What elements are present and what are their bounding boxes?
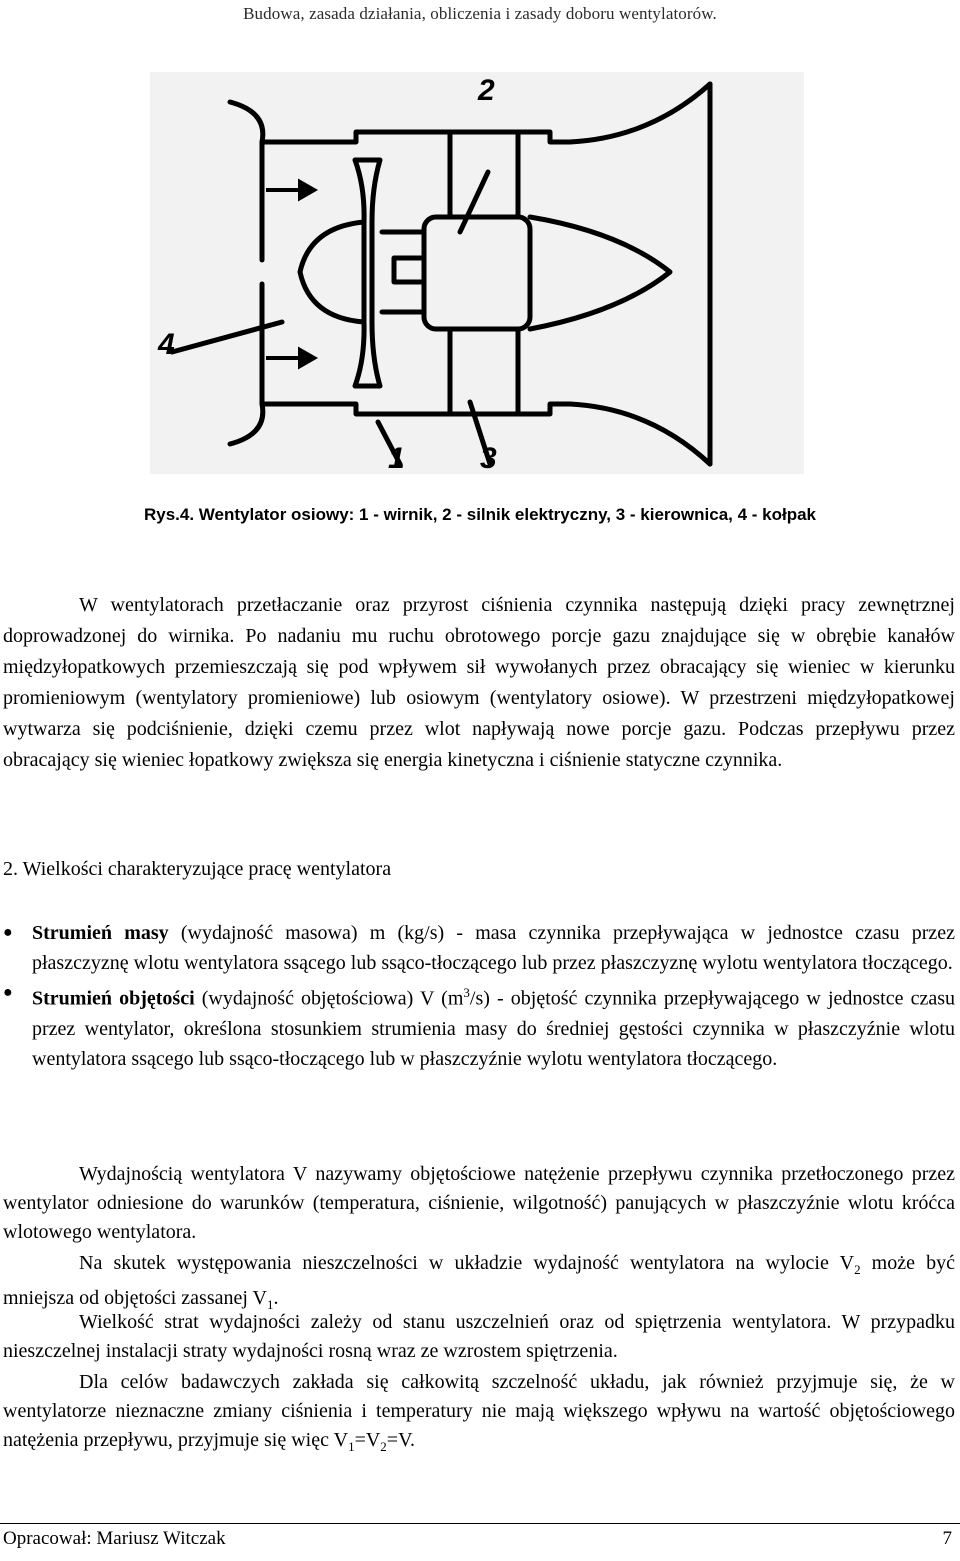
list-item-mass-flow (3, 918, 955, 978)
definition-volume-flow-b: /s) - objętość czynnika przepływającego w jednostce czasu przez wentylator, określona stosunkiem strumienia masy do średniej gęstości czynnika w płaszczyźnie wlotu wentylatora ssącego lub ssąco-tłoczącego lub w płaszczyźnie wylotu wentylatora tłoczącego. (32, 987, 955, 1070)
paragraph-capacity: Wydajnością wentylatora V nazywamy objętościowe natężenie przepływu czynnika przetłoczonego przez wentylator odniesione do warunków (temperatura, ciśnienie, wilgotność) panujących w płaszczyźnie wlotu króćca wlotowego wentylatora. (3, 1163, 955, 1243)
subscript-1: 1 (267, 1297, 274, 1312)
paragraph-intro: W wentylatorach przetłaczanie oraz przyrost ciśnienia czynnika następują dzięki pracy zewnętrznej doprowadzonej do wirnika. Po nadaniu mu ruchu obrotowego porcje gazu znajdujące się w obrębie kanałów międzyłopatkowych przemieszczają się pod wpływem sił wywołanych przez obracający się wieniec w kierunku promieniowym (wentylatory promieniowe) lub osiowym (wentylatory osiowe). W przestrzeni międzyłopatkowej wytwarza się podciśnienie, dzięki czemu przez wlot napływają nowe porcje gazu. Podczas przepływu przez obracający się wieniec łopatkowy zwiększa się energia kinetyczna i ciśnienie statyczne czynnika. (3, 594, 955, 771)
axial-fan-svg (150, 72, 804, 474)
definitions-list (3, 918, 955, 1074)
figure-caption: Rys.4. Wentylator osiowy: 1 - wirnik, 2 - silnik elektryczny, 3 - kierownica, 4 - kołpak (143, 505, 817, 524)
subscript-2: 2 (380, 1439, 387, 1454)
paragraph-assumption-b: =V (354, 1429, 381, 1451)
paragraph-assumption (3, 1368, 955, 1461)
bullet-icon: ● (3, 984, 13, 1001)
paragraph-assumption-a: Dla celów badawczych zakłada się całkowitą szczelność układu, jak również przyjmuje się, że w wentylatorze nieznaczne zmiany ciśnienia i temperatury nie mają większego wpływu na wartość objętościowego natężenia przepływu, przyjmuje się więc V (3, 1371, 955, 1451)
figure-label-cap: 4 (158, 328, 175, 361)
list-item-volume-flow (3, 978, 955, 1074)
section-heading: 2. Wielkości charakteryzujące pracę wentylatora (3, 858, 392, 880)
paragraph-leakage-a: Na skutek występowania nieszczelności w układzie wydajność wentylatora na wylocie V (79, 1252, 855, 1274)
paragraph-leakage-c: . (273, 1287, 279, 1309)
axial-fan-drawing (150, 72, 804, 474)
figure-label-rotor: 1 (388, 442, 405, 474)
subscript-2: 2 (854, 1262, 861, 1277)
paragraph-leakage-b: może być mniejsza od objętości zassanej V (3, 1252, 955, 1309)
definition-volume-flow-a: (wydajność objętościowa) V (m (194, 987, 464, 1010)
running-header: Budowa, zasada działania, obliczenia i zasady doboru wentylatorów. (243, 4, 717, 23)
paragraph-losses: Wielkość strat wydajności zależy od stanu uszczelnień oraz od spiętrzenia wentylatora. W przypadku nieszczelnej instalacji straty wydajności rosną wraz ze wzrostem spiętrzenia. (3, 1311, 955, 1362)
page-footer (0, 1523, 960, 1549)
figure-label-motor: 2 (478, 74, 495, 107)
figure-label-guide-vanes: 3 (480, 442, 497, 474)
definition-mass-flow: (wydajność masowa) m (kg/s) - masa czynnika przepływająca w jednostce czasu przez płaszczyznę wlotu wentylatora ssącego lub ssąco-tłoczącego lub przez płaszczyznę wylotu wentylatora tłoczącego. (32, 922, 955, 974)
term-mass-flow: Strumień masy (32, 922, 169, 944)
paragraph-assumption-c: =V. (386, 1429, 415, 1451)
footer-author: Opracował: Mariusz Witczak (3, 1528, 226, 1549)
subscript-1: 1 (348, 1439, 355, 1454)
superscript-3: 3 (463, 985, 470, 1000)
page-number: 7 (942, 1528, 952, 1549)
bullet-icon: ● (3, 924, 13, 941)
term-volume-flow: Strumień objętości (32, 987, 195, 1010)
